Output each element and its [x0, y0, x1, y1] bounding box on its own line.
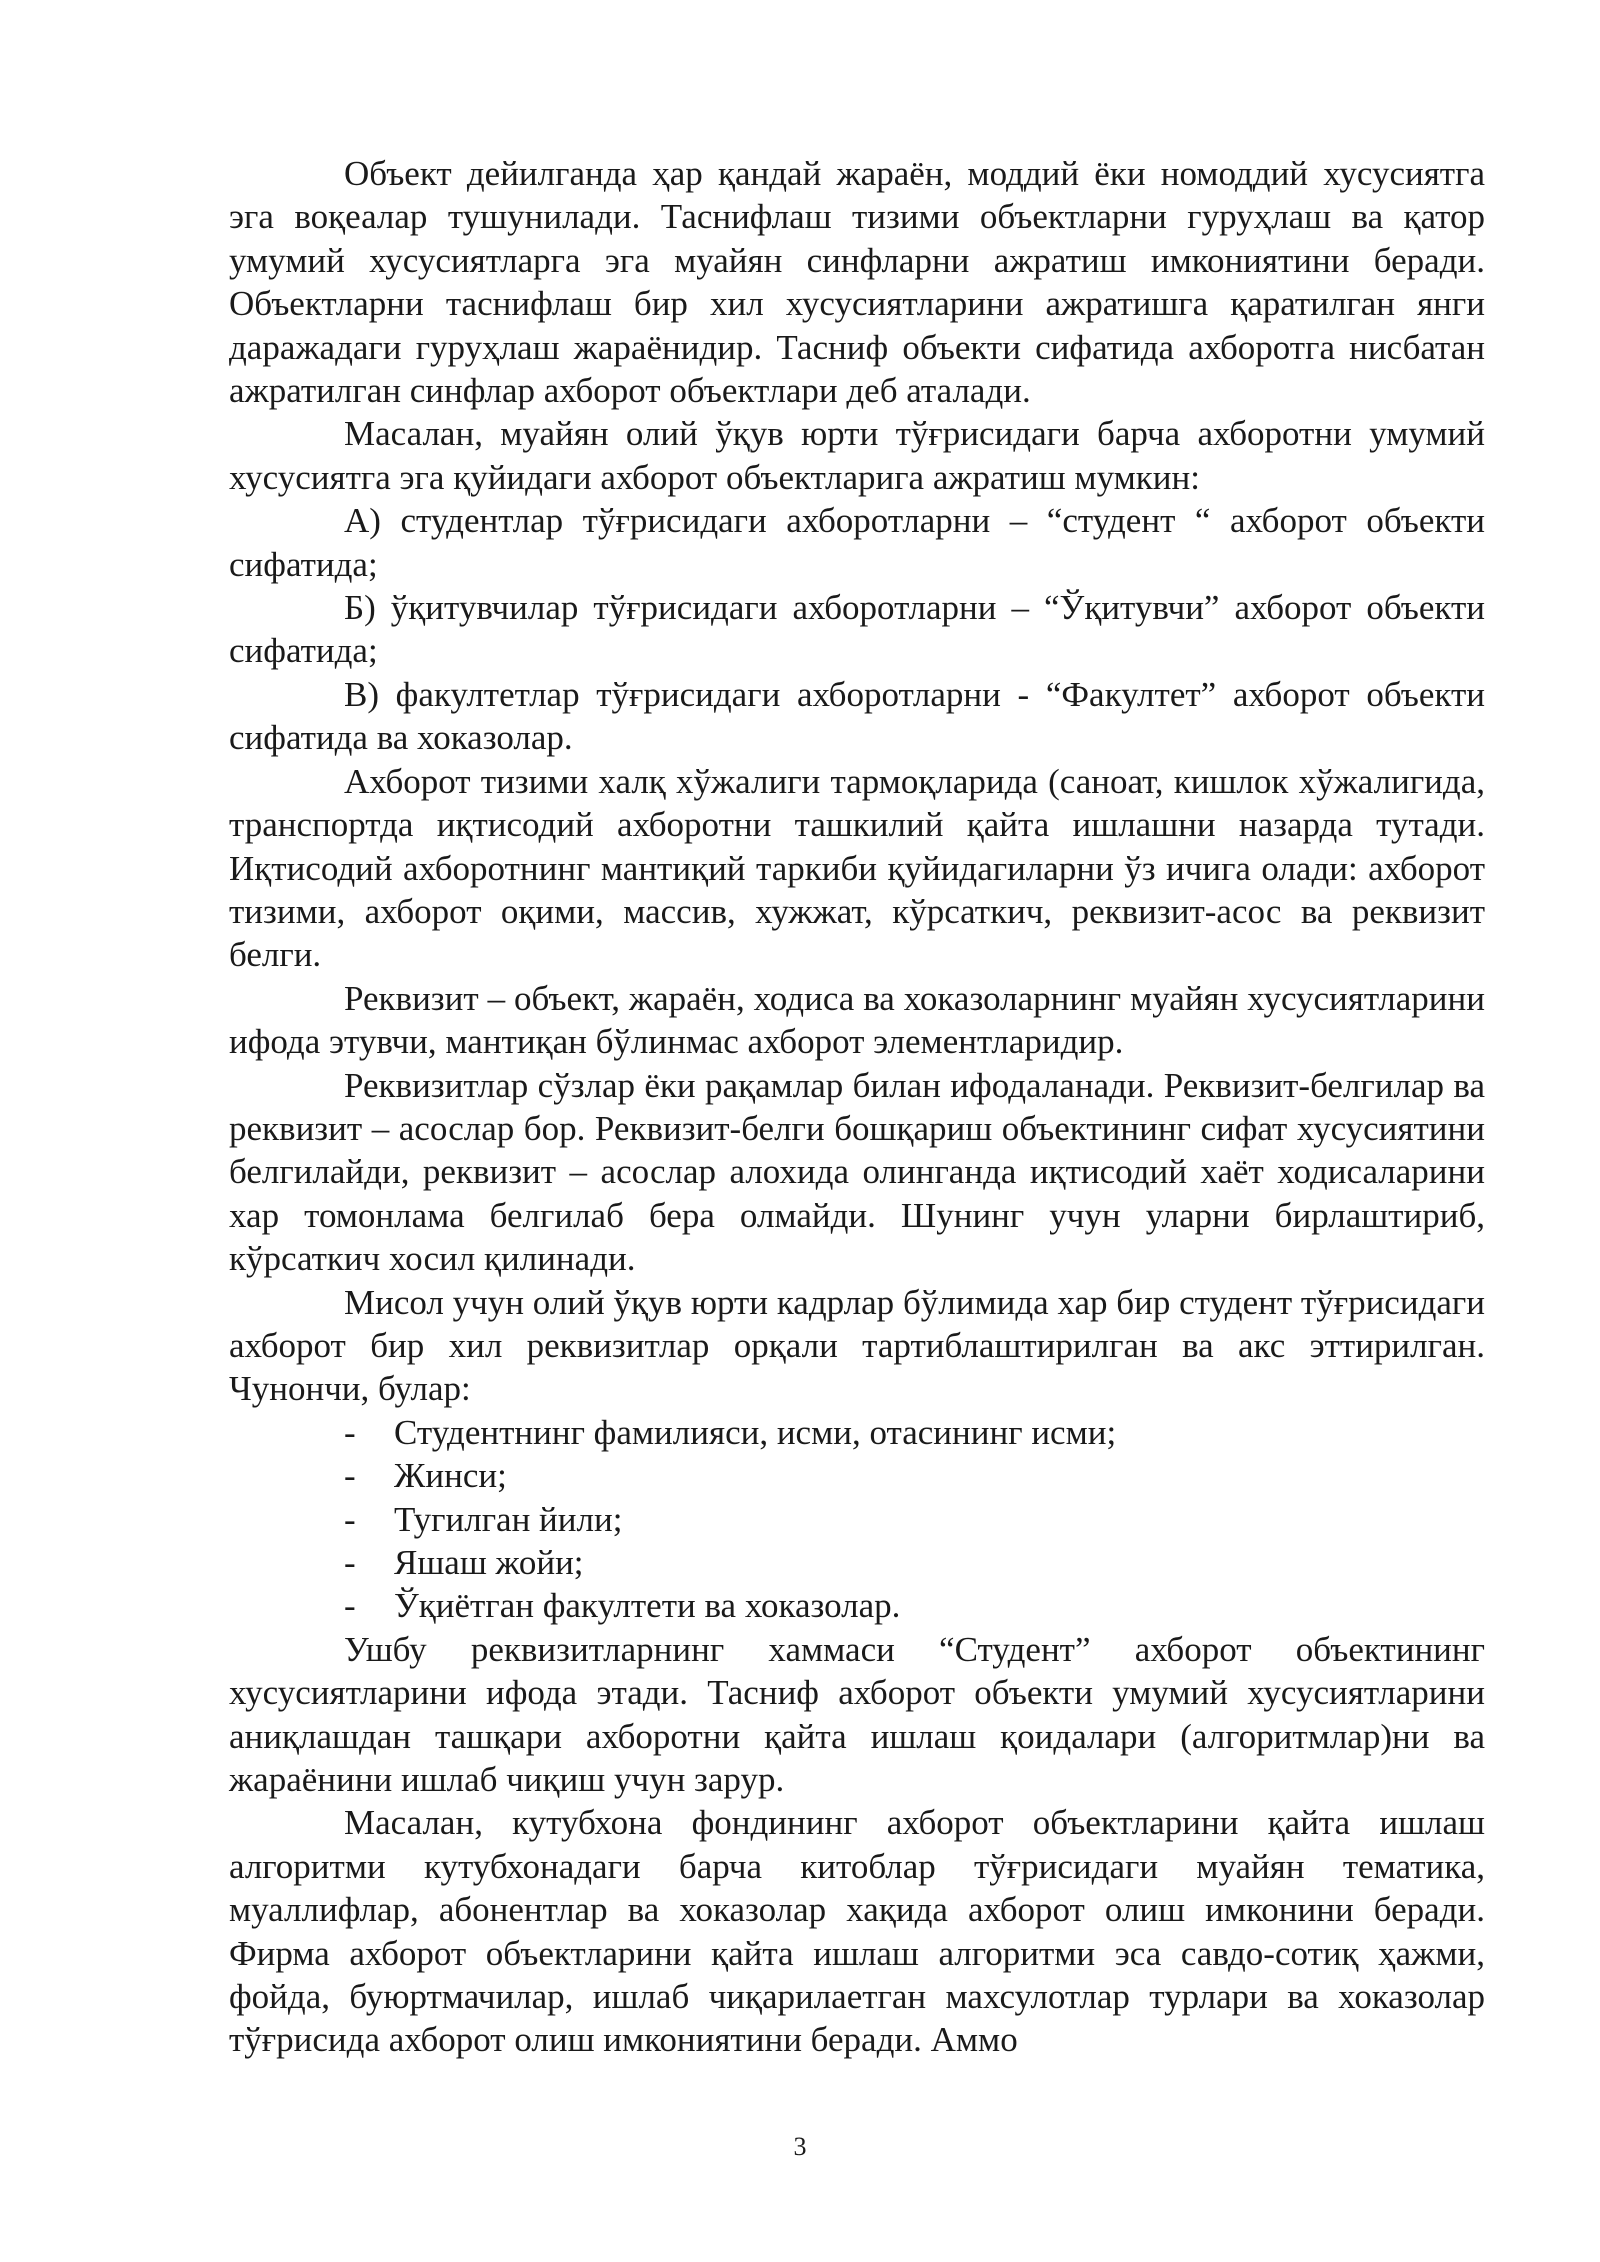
paragraph-library-example: Масалан, кутубхона фондининг ахборот объектларини қайта ишлаш алгоритми кутубхонадаги барча китоблар тўғрисидаги муайян тематика, муаллифлар, абонентлар ва хоказолар хақида ахборот олиш имконини беради. Фирма ахборот объектларини қайта ишлаш алгоритми эса савдо-сотиқ ҳажми, фойда, буюртмачилар, ишлаб чиқарилаетган махсулотлар турлари ва хоказолар тўғрисида ахборот олиш имкониятини беради. Аммо	[229, 1803, 1485, 2060]
paragraph-item-b: Б) ўқитувчилар тўғрисидаги ахборотларни – “Ўқитувчи” ахборот объекти сифатида;	[229, 588, 1485, 671]
paragraph-object-definition: Объект дейилганда ҳар қандай жараён, моддий ёки номоддий хусусиятга эга воқеалар тушунилади. Таснифлаш тизими объектларни гуруҳлаш ва қатор умумий хусусиятларга эга муайян синфларни ажратиш имкониятини беради. Объектларни таснифлаш бир хил хусусиятларини ажратишга қаратилган янги даражадаги гуруҳлаш жараёнидир. Тасниф объекти сифатида ахборотга нисбатан ажратилган синфлар ахборот объектлари деб аталади.	[229, 154, 1485, 411]
paragraph-item-v: В) факултетлар тўғрисидаги ахборотларни - “Факултет” ахборот объекти сифатида ва хоказолар.	[229, 674, 1485, 758]
paragraph-example-hr: Мисол учун олий ўқув юрти кадрлар бўлимида хар бир студент тўғрисидаги ахборот бир хил реквизитлар орқали тартиблаштирилган ва акс эттирилган. Чунончи, булар:	[229, 1282, 1485, 1409]
list-item-text: Ўқиётган факултети ва хоказолар.	[394, 1586, 901, 1626]
list-item	[229, 1541, 1485, 1584]
list-item-text: Жинси;	[394, 1456, 507, 1496]
list-item	[229, 1411, 1485, 1454]
list-bullet: -	[344, 1543, 356, 1582]
list-item	[229, 1454, 1485, 1497]
paragraph-student-requisites: Ушбу реквизитларнинг хаммаси “Студент” ахборот объектининг хусусиятларини ифода этади. Тасниф ахборот объекти умумий хусусиятларини аниқлашдан ташқари ахборотни қайта ишлаш қоидалари (алгоритмлар)ни ва жараёнини ишлаб чиқиш учун зарур.	[229, 1629, 1485, 1800]
list-bullet: -	[344, 1499, 356, 1539]
paragraph-requisite-definition: Реквизит – объект, жараён, ходиса ва хоказоларнинг муайян хусусиятларини ифода этувчи, мантиқан бўлинмас ахборот элементларидир.	[229, 978, 1485, 1062]
list-item-text: Тугилган йили;	[394, 1499, 623, 1539]
document-page	[229, 152, 1485, 2062]
list-bullet: -	[344, 1586, 356, 1626]
paragraph-item-a: А) студентлар тўғрисидаги ахборотларни – “студент “ ахборот объекти сифатида;	[229, 501, 1485, 584]
list-bullet: -	[344, 1412, 356, 1452]
paragraph-information-system: Ахборот тизими халқ хўжалиги тармоқларида (саноат, кишлок хўжалигида, транспортда иқтисодий ахборотни ташкилий қайта ишлашни назарда тутади. Иқтисодий ахборотнинг мантиқий таркиби қуйидагиларни ўз ичига олади: ахборот тизими, ахборот оқими, массив, хужжат, кўрсаткич, реквизит-асос ва реквизит белги.	[229, 761, 1485, 975]
paragraph-example-university: Масалан, муайян олий ўқув юрти тўғрисидаги барча ахборотни умумий хусусиятга эга қуйидаги ахборот объектларига ажратиш мумкин:	[229, 414, 1485, 497]
list-item-text: Студентнинг фамилияси, исми, отасининг исми;	[394, 1412, 1117, 1452]
list-item-text: Яшаш жойи;	[394, 1543, 584, 1582]
list-bullet: -	[344, 1456, 356, 1496]
page-number: 3	[793, 2132, 807, 2161]
list-item	[229, 1498, 1485, 1541]
paragraph-requisite-types: Реквизитлар сўзлар ёки рақамлар билан ифодаланади. Реквизит-белгилар ва реквизит – асослар бор. Реквизит-белги бошқариш объектининг сифат хусусиятини белгилайди, реквизит – асослар алохида олинганда иқтисодий хаёт ходисаларини хар томонлама белгилаб бера олмайди. Шунинг учун уларни бирлаштириб, кўрсаткич хосил қилинади.	[229, 1065, 1485, 1279]
requisite-list	[229, 1411, 1485, 1628]
list-item	[229, 1584, 1485, 1627]
